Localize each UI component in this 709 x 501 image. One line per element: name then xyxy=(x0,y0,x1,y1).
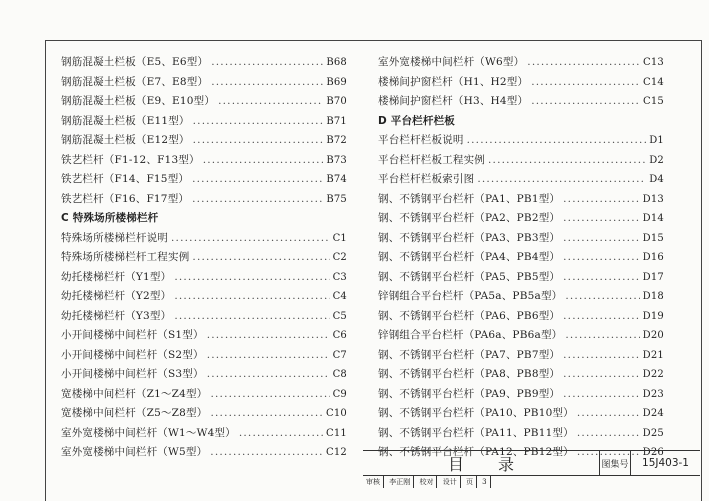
leader-dots xyxy=(210,404,323,424)
toc-entry-page: B69 xyxy=(326,76,347,88)
toc-entry xyxy=(61,248,347,268)
toc-entry xyxy=(61,190,347,210)
toc-entry-page: D26 xyxy=(642,447,664,458)
toc-section-heading xyxy=(378,112,664,132)
toc-entry xyxy=(378,190,664,210)
toc-entry-page: C12 xyxy=(326,447,347,458)
toc-entry-title: 幼托楼梯栏杆（Y3型） xyxy=(61,309,172,322)
toc-entry-title: 小开间楼梯中间栏杆（S3型） xyxy=(61,368,204,380)
toc-entry-title: 钢、不锈钢平台栏杆（PA4、PB4型） xyxy=(378,251,561,263)
toc-entry-page: C6 xyxy=(332,330,347,341)
leader-dots xyxy=(477,170,646,190)
toc-entry-title: 小开间楼梯中间栏杆（S1型） xyxy=(61,329,204,341)
toc-entry-title: 钢、不锈钢平台栏杆（PA1、PB1型） xyxy=(378,192,561,205)
toc-entry-page: D14 xyxy=(642,213,664,224)
title-block-title xyxy=(363,451,600,475)
title-char-1: 目 xyxy=(447,454,464,474)
toc-entry-title: 钢筋混凝土栏板（E12型） xyxy=(61,134,190,146)
toc-entry-title: 幼托楼梯栏杆（Y1型） xyxy=(61,270,172,283)
leader-dots xyxy=(488,151,646,171)
toc-entry-page: D23 xyxy=(642,388,664,400)
leader-dots xyxy=(563,190,640,210)
toc-entry xyxy=(378,209,664,229)
toc-entry xyxy=(378,229,664,249)
toc-entry xyxy=(378,346,664,366)
toc-entry xyxy=(61,307,347,327)
leader-dots xyxy=(563,229,640,249)
toc-entry-title: 宽楼梯中间栏杆（Z5～Z8型） xyxy=(61,407,208,419)
toc-entry-page: C10 xyxy=(326,408,347,419)
title-block xyxy=(363,450,700,487)
sig-cell: 设计 xyxy=(440,476,461,488)
toc-entry-page: C13 xyxy=(643,57,664,68)
sig-cell: 校对 xyxy=(416,476,437,488)
toc-entry-title: 楼梯间护窗栏杆（H1、H2型） xyxy=(378,75,529,88)
leader-dots xyxy=(565,287,639,307)
toc-entry xyxy=(61,346,347,366)
toc-entry-page: C2 xyxy=(332,252,347,263)
toc-entry xyxy=(61,268,347,288)
toc-entry-page: C9 xyxy=(332,388,347,400)
toc-entry-title: 钢筋混凝土栏板（E11型） xyxy=(61,114,190,127)
toc-entry-page: D16 xyxy=(642,252,664,263)
leader-dots xyxy=(239,424,323,444)
toc-entry-page: D20 xyxy=(642,330,664,341)
toc-entry xyxy=(378,307,664,327)
toc-entry-title: 平台栏杆栏板索引图 xyxy=(378,173,475,185)
leader-dots xyxy=(527,53,640,73)
toc-entry-page: C7 xyxy=(332,349,347,361)
toc-entry xyxy=(61,326,347,346)
toc-entry-title: 铁艺栏杆（F16、F17型） xyxy=(61,192,190,205)
toc-right-column xyxy=(378,53,664,463)
toc-entry-page: C14 xyxy=(643,76,664,88)
toc-entry-page: B74 xyxy=(326,174,347,185)
toc-entry-title: 钢、不锈钢平台栏杆（PA11、PB11型） xyxy=(378,426,574,439)
toc-entry-page: B75 xyxy=(326,193,347,205)
leader-dots xyxy=(211,53,323,73)
toc-entry-title: 平台栏杆栏板说明 xyxy=(378,134,464,146)
leader-dots xyxy=(174,268,329,288)
leader-dots xyxy=(207,365,330,385)
toc-entry xyxy=(61,92,347,112)
toc-entry xyxy=(61,151,347,171)
toc-entry-title: 钢筋混凝土栏板（E7、E8型） xyxy=(61,75,209,88)
toc-entry-title: 特殊场所楼梯栏杆说明 xyxy=(61,231,168,244)
sig-cell: 审核 xyxy=(363,476,384,488)
toc-entry xyxy=(61,287,347,307)
toc-entry-page: C3 xyxy=(332,271,347,283)
toc-entry xyxy=(378,248,664,268)
sig-cell: 3 xyxy=(479,476,490,488)
leader-dots xyxy=(207,346,330,366)
leader-dots xyxy=(565,326,639,346)
toc-entry-page: D21 xyxy=(642,349,664,361)
toc-entry xyxy=(61,53,347,73)
toc-entry-page: D15 xyxy=(642,232,664,244)
toc-entry xyxy=(378,424,664,444)
toc-entry-page: D13 xyxy=(642,193,664,205)
toc-entry-title: C 特殊场所楼梯栏杆 xyxy=(61,212,159,224)
toc-entry-page: B68 xyxy=(326,57,347,68)
leader-dots xyxy=(563,346,640,366)
toc-entry-page: D24 xyxy=(642,408,664,419)
toc-entry xyxy=(61,404,347,424)
toc-entry-title: 钢筋混凝土栏板（E5、E6型） xyxy=(61,56,209,68)
toc-entry-page: B70 xyxy=(326,96,347,107)
leader-dots xyxy=(171,229,330,249)
toc-entry-page: D17 xyxy=(642,271,664,283)
leader-dots xyxy=(563,209,640,229)
toc-entry xyxy=(378,287,664,307)
atlas-number: 15J403-1 xyxy=(642,457,689,469)
leader-dots xyxy=(210,385,329,405)
leader-dots xyxy=(563,248,640,268)
toc-entry xyxy=(61,229,347,249)
title-char-2: 录 xyxy=(498,454,515,474)
toc-entry-title: 室外宽楼梯中间栏杆（W6型） xyxy=(378,56,525,68)
toc-left-column xyxy=(61,53,347,463)
leader-dots xyxy=(193,112,324,132)
sig-cell: 李正刚 xyxy=(386,476,414,488)
toc-entry-page: D4 xyxy=(649,174,664,185)
leader-dots xyxy=(193,131,324,151)
toc-entry-title: 钢、不锈钢平台栏杆（PA5、PB5型） xyxy=(378,270,561,283)
toc-entry-title: 锌钢组合平台栏杆（PA5a、PB5a型） xyxy=(378,290,563,302)
toc-entry-title: 平台栏杆栏板工程实例 xyxy=(378,153,485,166)
leader-dots xyxy=(531,73,640,93)
toc-entry xyxy=(378,268,664,288)
toc-entry xyxy=(378,53,664,73)
toc-entry xyxy=(378,170,664,190)
title-block-signature-row xyxy=(363,475,700,488)
leader-dots xyxy=(563,307,640,327)
toc-entry-page: C4 xyxy=(332,291,347,302)
toc-entry xyxy=(61,365,347,385)
toc-entry-page: D1 xyxy=(649,135,664,146)
toc-entry xyxy=(378,404,664,424)
toc-entry xyxy=(378,73,664,93)
leader-dots xyxy=(192,190,323,210)
toc-entry-page: B72 xyxy=(326,135,347,146)
toc-entry-page: D25 xyxy=(642,427,664,439)
toc-entry xyxy=(61,131,347,151)
leader-dots xyxy=(577,424,640,444)
leader-dots xyxy=(210,443,323,463)
toc-entry-title: D 平台栏杆栏板 xyxy=(378,114,455,127)
toc-entry-title: 小开间楼梯中间栏杆（S2型） xyxy=(61,348,204,361)
toc-entry xyxy=(61,443,347,463)
toc-entry-page: C8 xyxy=(332,369,347,380)
toc-entry-title: 铁艺栏杆（F14、F15型） xyxy=(61,173,190,185)
toc-entry-title: 铁艺栏杆（F1-12、F13型） xyxy=(61,153,200,166)
toc-entry-page: D22 xyxy=(642,369,664,380)
toc-entry xyxy=(61,424,347,444)
toc-entry-title: 钢筋混凝土栏板（E9、E10型） xyxy=(61,95,216,107)
toc-entry-title: 钢、不锈钢平台栏杆（PA2、PB2型） xyxy=(378,212,561,224)
leader-dots xyxy=(174,287,329,307)
leader-dots xyxy=(174,307,329,327)
leader-dots xyxy=(207,326,330,346)
toc-entry-title: 宽楼梯中间栏杆（Z1～Z4型） xyxy=(61,387,208,400)
toc-entry xyxy=(378,365,664,385)
toc-entry xyxy=(378,92,664,112)
toc-entry xyxy=(378,385,664,405)
toc-entry-title: 楼梯间护窗栏杆（H3、H4型） xyxy=(378,95,529,107)
leader-dots xyxy=(467,131,647,151)
toc-entry xyxy=(378,151,664,171)
toc-section-heading xyxy=(61,209,347,229)
toc-entry xyxy=(378,326,664,346)
leader-dots xyxy=(203,151,324,171)
leader-dots xyxy=(192,170,323,190)
leader-dots xyxy=(563,268,640,288)
toc-entry-title: 钢、不锈钢平台栏杆（PA8、PB8型） xyxy=(378,368,561,380)
toc-entry-page: C5 xyxy=(332,310,347,322)
toc-entry-title: 幼托楼梯栏杆（Y2型） xyxy=(61,290,172,302)
toc-entry-page: D18 xyxy=(642,291,664,302)
toc-entry-page: C15 xyxy=(643,96,664,107)
atlas-number-label: 图集号 xyxy=(600,451,631,475)
toc-entry-title: 特殊场所楼梯栏杆工程实例 xyxy=(61,251,190,263)
leader-dots xyxy=(563,365,640,385)
toc-entry xyxy=(378,131,664,151)
toc-entry-title: 室外宽楼梯中间栏杆（W1～W4型） xyxy=(61,426,236,439)
toc-entry-title: 钢、不锈钢平台栏杆（PA7、PB7型） xyxy=(378,348,561,361)
toc-entry-title: 钢、不锈钢平台栏杆（PA10、PB10型） xyxy=(378,407,574,419)
leader-dots xyxy=(192,248,329,268)
toc-entry-page: B71 xyxy=(326,115,347,127)
leader-dots xyxy=(531,92,640,112)
toc-entry-page: C11 xyxy=(326,427,347,439)
toc-entry xyxy=(61,385,347,405)
sig-cell: 页 xyxy=(463,476,477,488)
toc-entry-page: D19 xyxy=(642,310,664,322)
toc-entry-title: 锌钢组合平台栏杆（PA6a、PB6a型） xyxy=(378,329,563,341)
leader-dots xyxy=(218,92,323,112)
toc-entry-title: 钢、不锈钢平台栏杆（PA6、PB6型） xyxy=(378,309,561,322)
toc-entry-title: 钢、不锈钢平台栏杆（PA3、PB3型） xyxy=(378,231,561,244)
toc-entry-page: B73 xyxy=(326,154,347,166)
toc-entry xyxy=(61,73,347,93)
leader-dots xyxy=(563,385,640,405)
toc-entry xyxy=(61,112,347,132)
toc-entry-title: 钢、不锈钢平台栏杆（PA12、PB12型） xyxy=(378,446,574,458)
toc-entry-title: 钢、不锈钢平台栏杆（PA9、PB9型） xyxy=(378,387,561,400)
toc-entry-page: C1 xyxy=(332,232,347,244)
toc-entry xyxy=(61,170,347,190)
leader-dots xyxy=(211,73,323,93)
toc-entry-title: 室外宽楼梯中间栏杆（W5型） xyxy=(61,446,208,458)
leader-dots xyxy=(577,404,640,424)
toc-entry-page: D2 xyxy=(649,154,664,166)
